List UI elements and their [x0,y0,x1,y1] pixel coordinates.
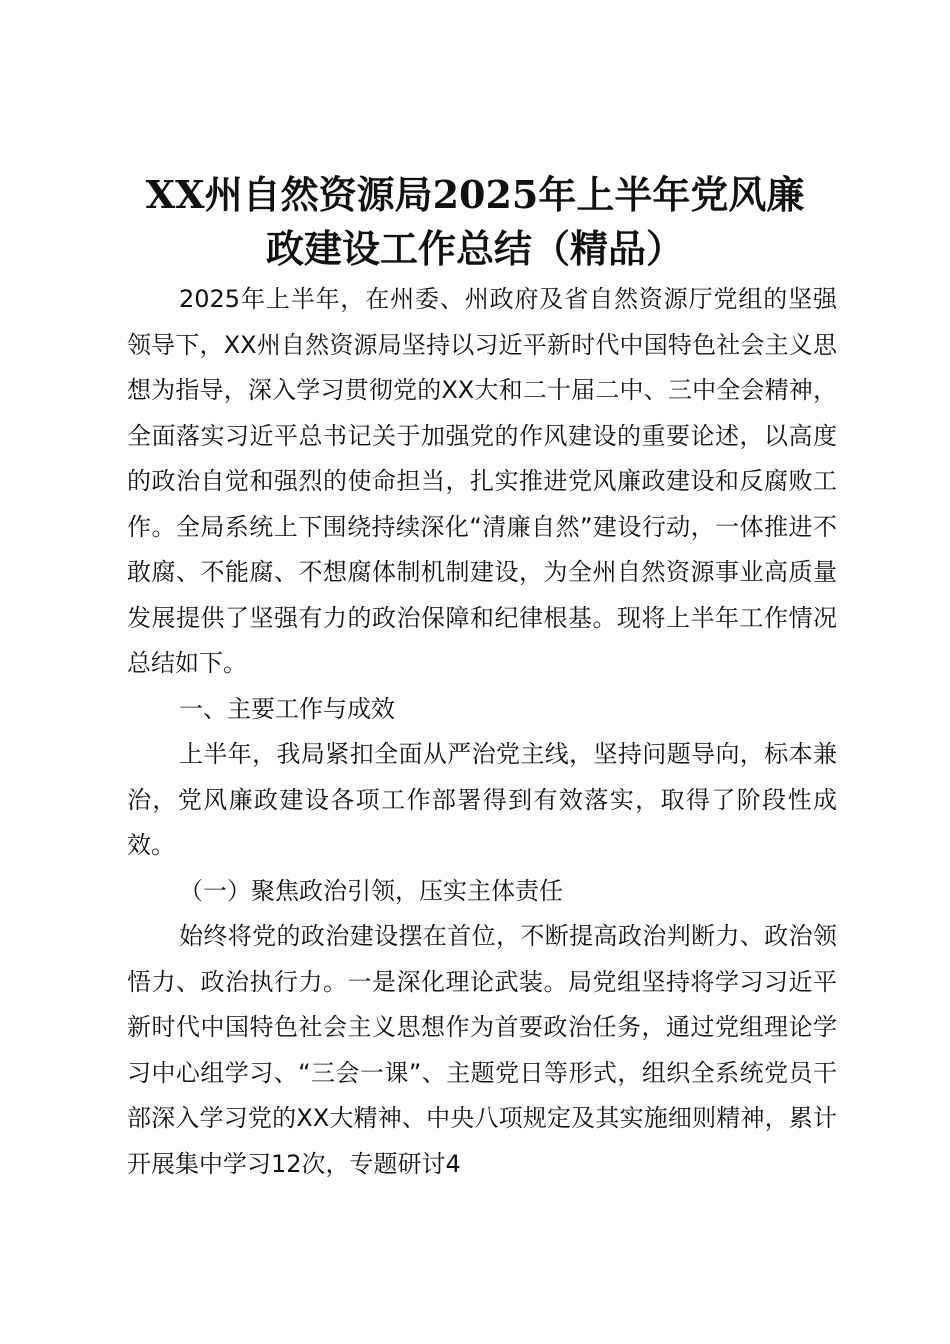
document-body [127,277,837,1187]
subsection-1-paragraph: 始终将党的政治建设摆在首位，不断提高政治判断力、政治领悟力、政治执行力。一是深化理论武装。局党组坚持将学习习近平新时代中国特色社会主义思想作为首要政治任务，通过党组理论学习中心组学习、“三会一课”、主题党日等形式，组织全系统党员干部深入学习党的XX大精神、中央八项规定及其实施细则精神，累计开展集中学习12次，专题研讨4 [127,922,837,1178]
title-line-1: XX州自然资源局2025年上半年党风廉 [145,172,805,217]
intro-paragraph: 2025年上半年，在州委、州政府及省自然资源厅党组的坚强领导下，XX州自然资源局坚持以习近平新时代中国特色社会主义思想为指导，深入学习贯彻党的XX大和二十届二中、三中全会精神，全面落实习近平总书记关于加强党的作风建设的重要论述，以高度的政治自觉和强烈的使命担当，扎实推进党风廉政建设和反腐败工作。全局系统上下围绕持续深化“清廉自然”建设行动，一体推进不敢腐、不能腐、不想腐体制机制建设，为全州自然资源事业高质量发展提供了坚强有力的政治保障和纪律根基。现将上半年工作情况总结如下。 [127,285,837,677]
section-1-paragraph: 上半年，我局紧扣全面从严治党主线，坚持问题导向，标本兼治，党风廉政建设各项工作部署得到有效落实，取得了阶段性成效。 [127,740,837,859]
section-heading-1: 一、主要工作与成效 [179,694,395,723]
document-title [100,168,850,276]
subsection-heading-1: （一）聚焦政治引领，压实主体责任 [179,876,563,905]
title-line-2: 政建设工作总结（精品） [265,226,684,271]
